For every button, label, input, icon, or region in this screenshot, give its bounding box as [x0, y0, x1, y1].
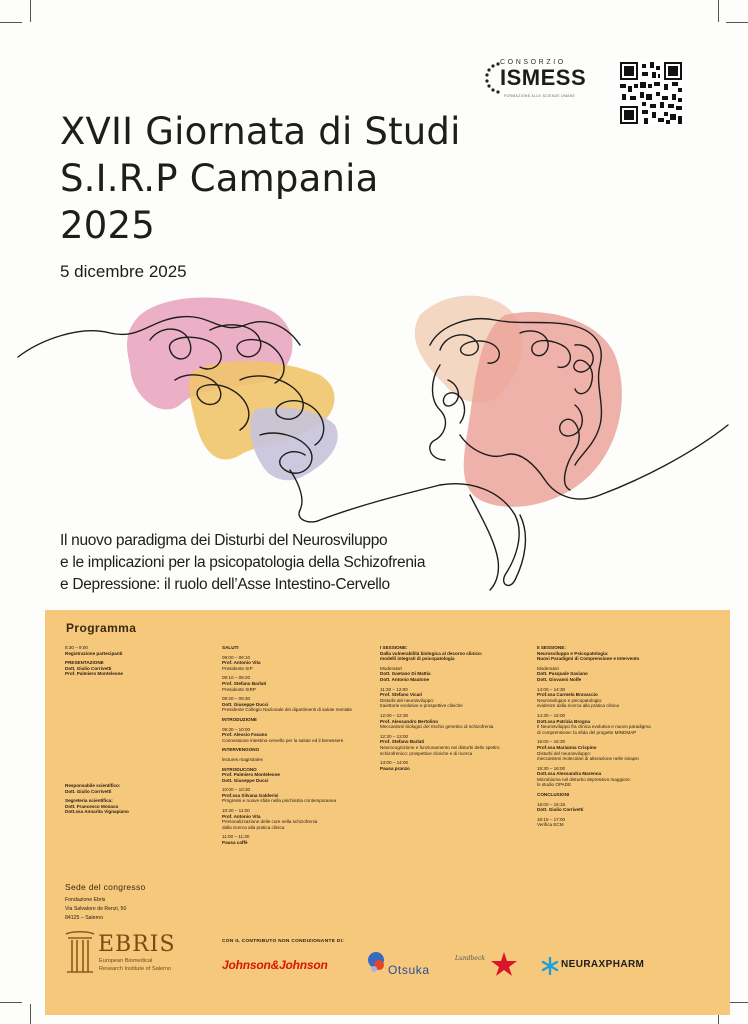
- list-item: Responsabile scientifico: Dott. Giulio Corrivetti: [65, 783, 121, 794]
- title-line-1: XVII Giornata di Studi: [60, 110, 461, 153]
- subtitle-line-1: Il nuovo paradigma dei Disturbi del Neurosviluppo: [60, 532, 388, 549]
- lundbeck-star-icon: [489, 950, 519, 978]
- subtitle-line-3: e Depressione: il ruolo dell’Asse Intestino-Cervello: [60, 576, 390, 593]
- list-item: 10:30 – 11:00 Prof. Antonio Vita Personalizzazione delle cure nella schizofrenia dalla ricerca alla pratica clinica: [222, 808, 318, 830]
- crop-mark: [726, 22, 748, 23]
- johnson-johnson-logo: Johnson&Johnson: [222, 958, 328, 972]
- list-item: 11:30 – 12:00 Prof. Stefano Vicari Disturbi del neurosviluppo: traiettorie evolutive e prospettive cliniche: [380, 686, 463, 709]
- lundbeck-wordmark: Lundbeck: [455, 955, 485, 962]
- program-column-4: II SESSIONE: Neurosviluppo e Psicopatologia: Nuovi Paradigmi di Comprensione e Intervento Moderatori Dott. Pasquale Saviano Dott. Giovanni Nolfe 14:00 – 14:30 Prof.ssa Carmela Bravaccio Neurosviluppo e psicopatologia: evidenze dalla ricerca alla pratica clinica 14:30 – 15:00 Dott.ssa Patrizia Brogna Il Neurosviluppo fra clinica evolutiva e nuovo paradigma di comprensione: la sfida del progetto MINDMAP 15:00 – 15:30 Prof.ssa Marianna Crispino Disturbi del neurosviluppo: meccanismi molecolari di alterazione nelle sinapsi 15:30 – 16:00 Dott.ssa Alessandra Marenna Microbioma nel disturbo depressivo maggiore: lo studio OPADE CONCLUSIONI 16:00 – 16:15 Dott. Giulio Corrivetti 16:15 – 17:00 Verifica ECM: [537, 645, 697, 832]
- crop-mark: [30, 0, 31, 22]
- event-date: 5 dicembre 2025: [60, 262, 187, 281]
- event-subtitle: [60, 530, 425, 596]
- list-item: 09:00 – 09:10 Prof. Antonio Vita Presidente SIP: [222, 654, 261, 671]
- list-item: Moderatori Dott. Gaetano Di Mattia Dott. Antonio Mautone: [380, 665, 431, 682]
- venue-title: Sede del congresso: [65, 882, 146, 892]
- neuraxpharm-logo: [541, 955, 671, 977]
- ismess-dots-icon: [482, 60, 502, 100]
- list-item: 8:30 – 9:00 Registrazione partecipanti: [65, 645, 123, 656]
- ebris-logo: [62, 928, 212, 978]
- list-item: 15:30 – 16:00 Dott.ssa Alessandra Marenna Microbioma nel disturbo depressivo maggiore: lo studio OPADE: [537, 765, 631, 788]
- sponsors-label: CON IL CONTRIBUTO NON CONDIZIONANTE DI:: [222, 939, 345, 944]
- ismess-name: ISMESS: [500, 65, 587, 90]
- ebris-name: EBRIS: [98, 932, 176, 957]
- list-item: II SESSIONE: Neurosviluppo e Psicopatologia: Nuovi Paradigmi di Comprensione e Intervento: [537, 645, 640, 662]
- otsuka-mark-icon: [366, 950, 388, 976]
- list-item: Moderatori Dott. Pasquale Saviano Dott. Giovanni Nolfe: [537, 665, 588, 682]
- crop-mark: [30, 1004, 31, 1024]
- qr-code-icon[interactable]: [620, 62, 682, 124]
- list-item: 15:00 – 15:30 Prof.ssa Marianna Crispino Disturbi del neurosviluppo: meccanismi molecolari di alterazione nelle sinapsi: [537, 739, 639, 762]
- list-item: 12:00 – 12:30 Prof. Alessandro Bertolino Meccanismi biologici del rischio genetico di schizofrenia: [380, 712, 494, 730]
- ismess-tagline: FORMAZIONE ALLE SCIENZE UMANE: [504, 94, 576, 98]
- ebris-column-icon: [62, 928, 98, 974]
- ebris-subtitle: European Biomedical Research Institute of Salerno: [99, 958, 172, 972]
- list-item: 13:00 – 14:00 Pausa pranzo: [380, 760, 410, 771]
- crop-mark: [718, 0, 719, 22]
- list-item: 16:00 – 16:15 Dott. Giulio Corrivetti: [537, 801, 584, 813]
- list-item: I SESSIONE: Dalla vulnerabilità biologica al decorso clinico: modelli integrati di psicopatologia: [380, 645, 483, 662]
- title-line-2: S.I.R.P Campania: [60, 157, 379, 200]
- list-item: 14:30 – 15:00 Dott.ssa Patrizia Brogna Il Neurosviluppo fra clinica evolutiva e nuovo paradigma di comprensione: la sfida del progetto MINDMAP: [537, 712, 651, 735]
- list-item: Segreteria scientifica: Dott. Francesco Monaco Dott.ssa Annarita Vignapiano: [65, 798, 129, 815]
- list-item: 12:30 – 13:00 Prof. Stefano Barlati Neurocognizione e funzionamento nei disturbi dello spettro schizofrenico: prospettive cliniche e di ricerca: [380, 733, 500, 756]
- list-item: PRESENTAZIONE Dott. Giulio Corrivetti Prof. Palmiero Monteleone: [65, 660, 123, 677]
- program-title: Programma: [66, 621, 137, 635]
- list-item: 09:20 – 09:30 Dott. Giuseppe Ducci Presidente Collegio Nazionale dei dipartimenti di salute mentale: [222, 696, 352, 713]
- list-item: INTRODUCONO Prof. Palmiero Monteleone Dott. Giuseppe Ducci: [222, 766, 280, 783]
- lundbeck-logo: [455, 950, 525, 978]
- program-column-1: [65, 645, 205, 681]
- title-line-3: 2025: [60, 204, 155, 247]
- organizers-block: [65, 783, 205, 819]
- otsuka-wordmark: Otsuka: [388, 963, 430, 977]
- ismess-consorzio: CONSORZIO: [500, 59, 566, 66]
- list-item: 14:00 – 14:30 Prof.ssa Carmela Bravaccio Neurosviluppo e psicopatologia: evidenze dalla ricerca alla pratica clinica: [537, 686, 619, 709]
- crop-mark: [0, 1002, 22, 1003]
- ismess-logo: [482, 58, 606, 102]
- neuraxpharm-snowflake-icon: [541, 957, 559, 975]
- event-title: [60, 108, 461, 249]
- list-item: 11:00 – 11:30 Pausa caffè: [222, 834, 250, 846]
- subtitle-line-2: e le implicazioni per la psicopatologia della Schizofrenia: [60, 554, 426, 571]
- venue-address: Fondazione Ebris Via Salvatore de Renzi, 50 84125 – Salerno: [65, 897, 127, 921]
- otsuka-logo: [366, 950, 438, 982]
- crop-mark: [0, 22, 22, 23]
- neuraxpharm-wordmark: NEURAXPHARM: [561, 959, 645, 970]
- list-item: 10:00 – 10:30 Prof.ssa Silvana Galderisi Progressi e nuove sfide nella psichiatria contemporanea: [222, 787, 337, 804]
- list-item: 16:15 – 17:00 Verifica ECM: [537, 816, 566, 828]
- list-item: 09:10 – 09:20 Prof. Stefano Barlati Presidente SIRP: [222, 675, 267, 692]
- program-column-3: [380, 645, 530, 775]
- program-column-2: SALUTI 09:00 – 09:10 Prof. Antonio Vita Presidente SIP 09:10 – 09:20 Prof. Stefano Barlati Presidente SIRP 09:20 – 09:30 Dott. Giuseppe Ducci Presidente Collegio Nazionale dei dipartimenti di salute mentale INTRODUZIONE 09:30 – 10:00 Prof. Alessio Fasano Connessione intestino-cervello per la salute ed il benessere INTERVENGONO lectures magistrales INTRODUCONO Prof. Palmiero Monteleone Dott. Giuseppe Ducci 10:00 – 10:30 Prof.ssa Silvana Galderisi Progressi e nuove sfide nella psichiatria contemporanea 10:30 – 11:00 Prof. Antonio Vita Personalizzazione delle cure nella schizofrenia dalla ricerca alla pratica clinica 11:00 – 11:30 Pausa caffè: [222, 645, 372, 850]
- list-item: 09:30 – 10:00 Prof. Alessio Fasano Connessione intestino-cervello per la salute ed il benessere: [222, 726, 344, 743]
